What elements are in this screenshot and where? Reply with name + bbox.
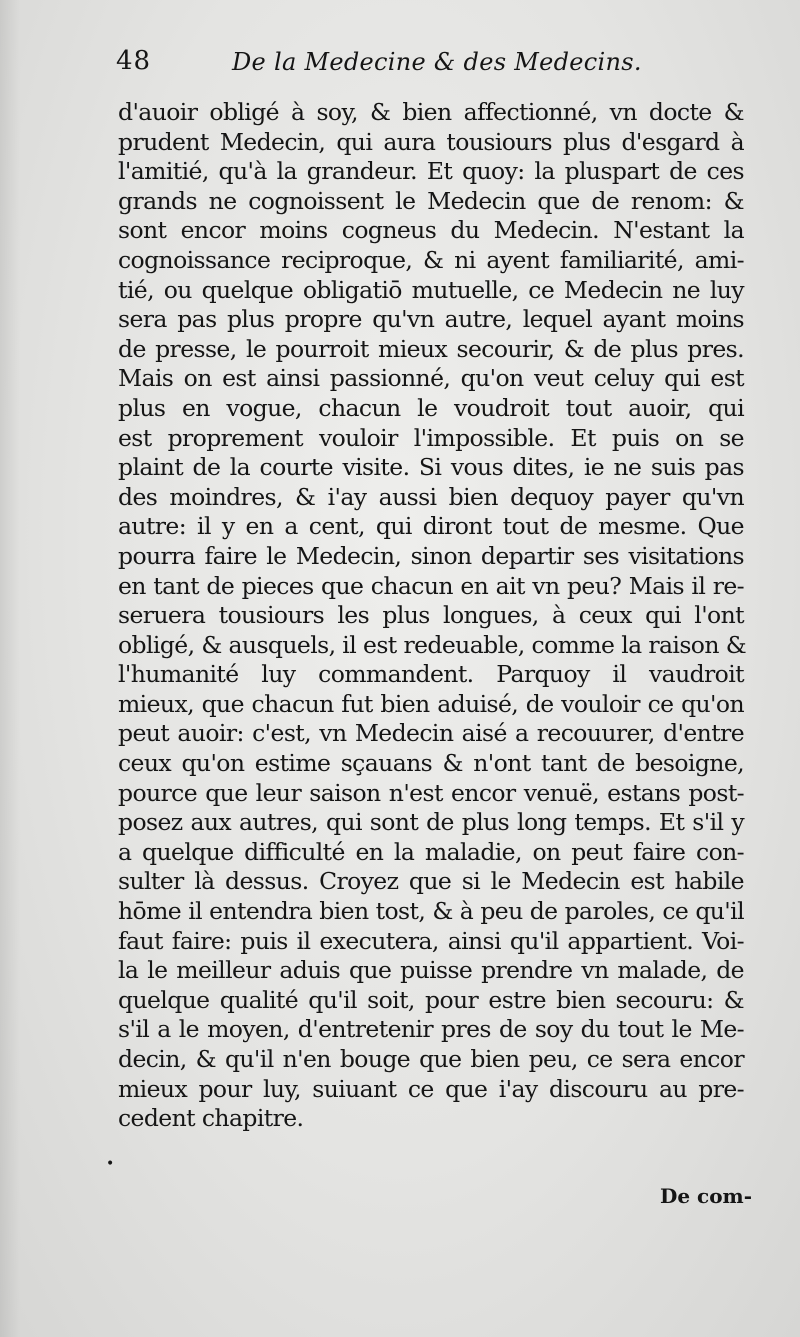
page-header <box>116 46 746 86</box>
text-line: s'il a le moyen, d'entretenir pres de soy du tout le Me- <box>118 1015 744 1044</box>
text-line: est proprement vouloir l'impossible. Et puis on se <box>118 423 744 452</box>
text-line: mieux pour luy, suiuant ce que i'ay discouru au pre- <box>118 1074 744 1103</box>
text-line: posez aux autres, qui sont de plus long temps. Et s'il y <box>118 808 744 837</box>
text-line: a quelque difficulté en la maladie, on peut faire con- <box>118 837 744 866</box>
text-line: faut faire: puis il executera, ainsi qu'il appartient. Voi- <box>118 926 744 955</box>
text-line: peut auoir: c'est, vn Medecin aisé a recouurer, d'entre <box>118 719 744 748</box>
page-number: 48 <box>116 46 152 76</box>
text-line: cognoissance reciproque, & ni ayent familiarité, ami- <box>118 245 744 274</box>
text-line: quelque qualité qu'il soit, pour estre bien secouru: & <box>118 985 744 1014</box>
text-line: l'amitié, qu'à la grandeur. Et quoy: la pluspart de ces <box>118 157 744 186</box>
text-line: plus en vogue, chacun le voudroit tout auoir, qui <box>118 393 744 422</box>
catchword: De com- <box>660 1184 753 1208</box>
text-line: cedent chapitre. <box>118 1104 304 1133</box>
text-line: autre: il y en a cent, qui diront tout de mesme. Que <box>118 512 744 541</box>
text-line: plaint de la courte visite. Si vous dites, ie ne suis pas <box>118 453 744 482</box>
running-head: De la Medecine & des Medecins. <box>232 48 642 76</box>
text-line: decin, & qu'il n'en bouge que bien peu, ce sera encor <box>118 1045 744 1073</box>
text-line: pourra faire le Medecin, sinon departir ses visitations <box>118 541 744 570</box>
text-line: Mais on est ainsi passionné, qu'on veut celuy qui est <box>118 364 744 393</box>
text-line: d'auoir obligé à soy, & bien affectionné, vn docte & <box>118 98 744 126</box>
text-line: de presse, le pourroit mieux secourir, & de plus pres. <box>118 334 744 363</box>
text-line: sera pas plus propre qu'vn autre, lequel ayant moins <box>118 305 744 334</box>
text-line: pource que leur saison n'est encor venuë, estans post- <box>118 778 744 807</box>
text-line: des moindres, & i'ay aussi bien dequoy payer qu'vn <box>118 482 744 511</box>
text-line: ceux qu'on estime sçauans & n'ont tant de besoigne, <box>118 749 744 778</box>
text-line: mieux, que chacun fut bien aduisé, de vouloir ce qu'on <box>118 689 744 718</box>
text-line: en tant de pieces que chacun en ait vn peu? Mais il re- <box>118 571 744 600</box>
text-line: la le meilleur aduis que puisse prendre vn malade, de <box>118 956 744 985</box>
gutter-shadow <box>0 0 20 1337</box>
body-text <box>118 98 747 1134</box>
text-line: prudent Medecin, qui aura tousiours plus d'esgard à <box>118 127 744 156</box>
text-line: seruera tousiours les plus longues, à ceux qui l'ont <box>118 601 744 630</box>
text-line: obligé, & ausquels, il est redeuable, comme la raison & <box>118 630 747 659</box>
text-line: tié, ou quelque obligatiō mutuelle, ce Medecin ne luy <box>118 275 744 304</box>
margin-mark: • <box>106 1156 115 1172</box>
text-line: sont encor moins cogneus du Medecin. N'estant la <box>118 216 744 245</box>
text-line: grands ne cognoissent le Medecin que de renom: & <box>118 186 744 215</box>
text-line: sulter là dessus. Croyez que si le Medecin est habile <box>118 867 744 896</box>
text-line: hōme il entendra bien tost, & à peu de paroles, ce qu'il <box>118 897 744 926</box>
text-line: l'humanité luy commandent. Parquoy il vaudroit <box>118 660 744 689</box>
